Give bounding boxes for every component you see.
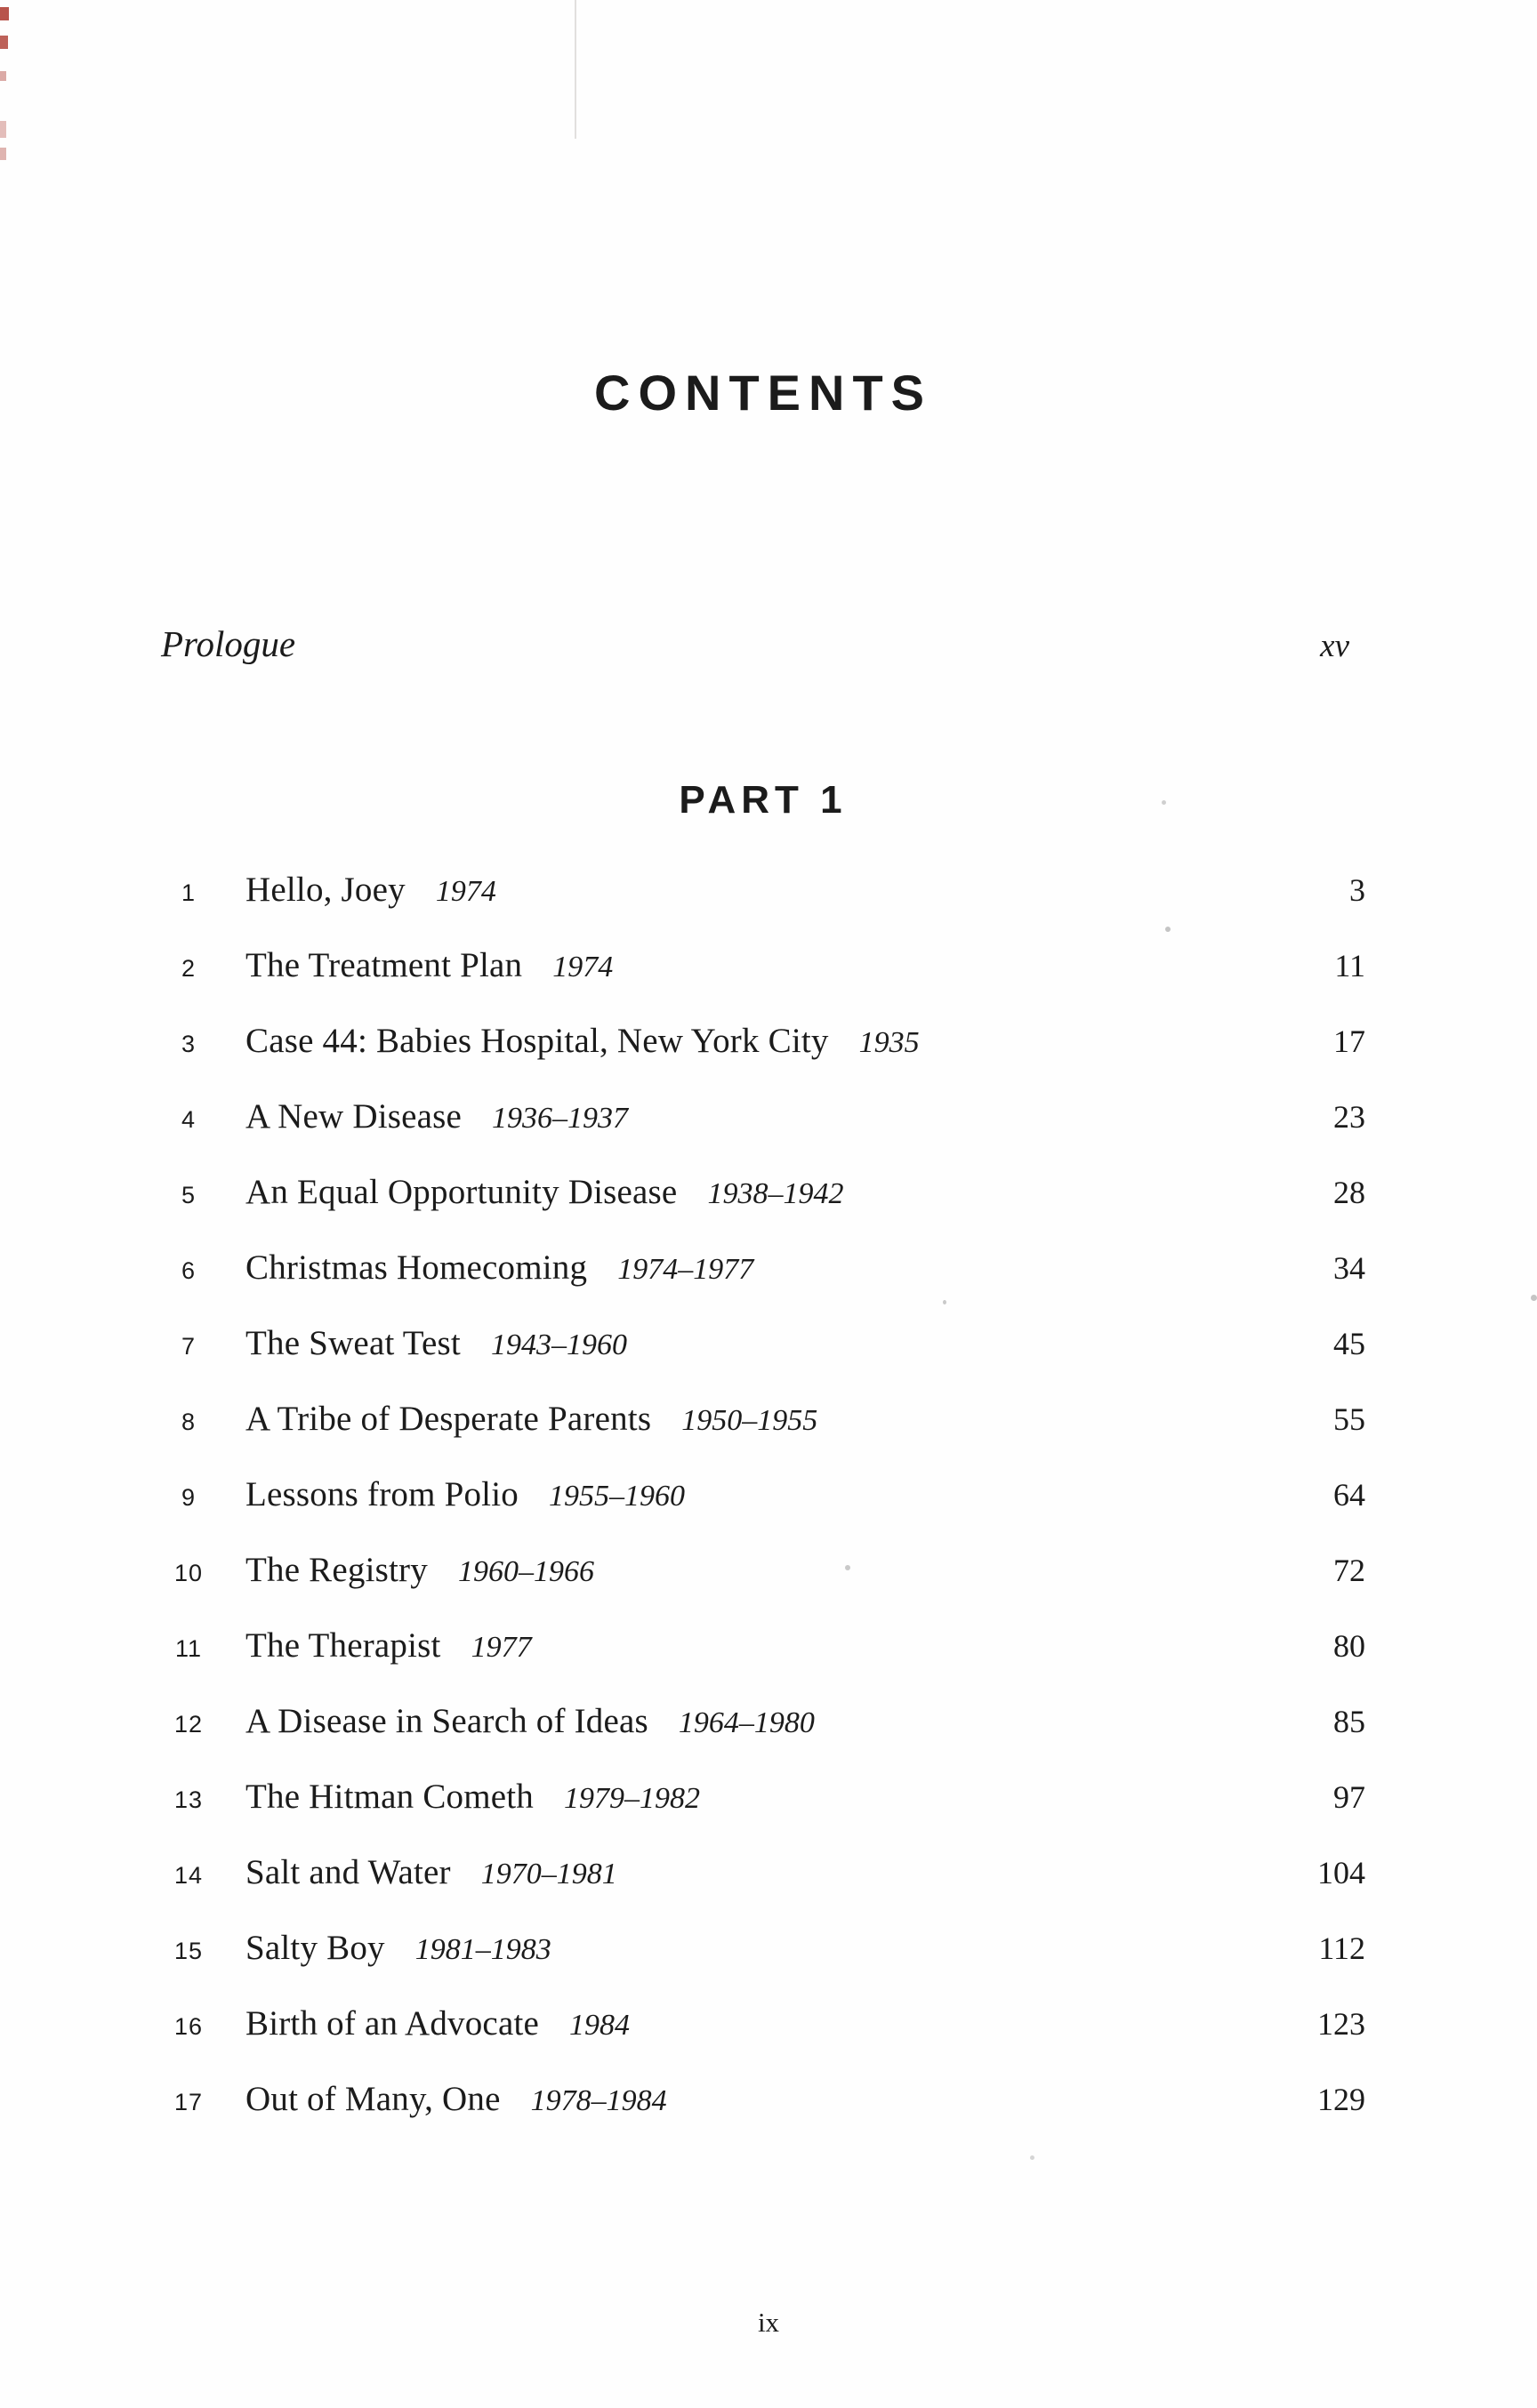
chapter-title: Salty Boy <box>245 1929 385 1967</box>
toc-row <box>161 945 1365 1021</box>
chapter-page-number: 123 <box>1317 2006 1365 2042</box>
chapter-page-number: 3 <box>1349 872 1365 908</box>
toc-row <box>161 1172 1365 1248</box>
chapter-number: 12 <box>173 1711 204 1738</box>
chapter-number: 14 <box>173 1862 204 1889</box>
chapter-page-number: 11 <box>1334 948 1365 983</box>
page-edge-red-mark <box>0 7 9 20</box>
chapter-number: 7 <box>181 1333 197 1360</box>
page-edge-red-mark <box>0 148 6 160</box>
chapter-page-number: 112 <box>1318 1930 1365 1966</box>
chapter-number: 17 <box>173 2089 204 2115</box>
chapter-number: 1 <box>181 879 197 906</box>
chapter-dates: 1936–1937 <box>492 1102 629 1135</box>
chapter-number: 2 <box>181 955 197 982</box>
folio-page-number: ix <box>757 2307 780 2338</box>
chapter-number: 11 <box>174 1635 203 1662</box>
chapter-page-number: 97 <box>1333 1779 1365 1815</box>
chapter-dates: 1977 <box>471 1631 532 1664</box>
chapter-dates: 1964–1980 <box>678 1706 815 1739</box>
chapter-title: Out of Many, One <box>245 2080 501 2118</box>
chapter-page-number: 72 <box>1333 1553 1365 1588</box>
chapter-title: The Registry <box>245 1551 428 1589</box>
toc-row <box>161 1399 1365 1474</box>
chapter-page-number: 55 <box>1333 1401 1365 1437</box>
toc-page <box>161 0 1365 2408</box>
chapter-number: 6 <box>181 1257 197 1284</box>
chapter-title: Case 44: Babies Hospital, New York City <box>245 1022 829 1060</box>
chapter-number: 13 <box>173 1786 204 1813</box>
chapter-dates: 1935 <box>858 1026 920 1059</box>
prologue-label: Prologue <box>161 623 296 664</box>
chapter-title: A New Disease <box>245 1097 463 1136</box>
toc-row <box>161 870 1365 945</box>
chapter-list <box>161 870 1365 2155</box>
chapter-dates: 1970–1981 <box>480 1858 617 1890</box>
chapter-dates: 1950–1955 <box>681 1404 818 1437</box>
chapter-page-number: 104 <box>1317 1855 1365 1890</box>
toc-row <box>161 1474 1365 1550</box>
chapter-title: The Hitman Cometh <box>245 1778 535 1816</box>
chapter-number: 16 <box>173 2013 204 2040</box>
chapter-dates: 1974–1977 <box>617 1253 754 1286</box>
toc-row <box>161 1323 1365 1399</box>
part-heading: PART 1 <box>679 778 848 822</box>
chapter-title: A Tribe of Desperate Parents <box>245 1400 652 1438</box>
chapter-title: A Disease in Search of Ideas <box>245 1702 648 1740</box>
chapter-number: 5 <box>181 1182 197 1208</box>
page-title: CONTENTS <box>594 365 932 421</box>
toc-row <box>161 1096 1365 1172</box>
chapter-title: The Sweat Test <box>245 1324 461 1362</box>
chapter-dates: 1938–1942 <box>707 1177 844 1210</box>
chapter-page-number: 28 <box>1333 1175 1365 1210</box>
chapter-title: Christmas Homecoming <box>245 1248 588 1287</box>
chapter-number: 8 <box>181 1409 197 1435</box>
toc-row <box>161 1852 1365 1928</box>
toc-row <box>161 1625 1365 1701</box>
page-edge-red-mark <box>0 71 6 81</box>
chapter-dates: 1978–1984 <box>530 2084 667 2117</box>
chapter-page-number: 80 <box>1333 1628 1365 1664</box>
scan-speck <box>1531 1295 1537 1301</box>
chapter-dates: 1984 <box>569 2009 630 2042</box>
toc-row <box>161 1928 1365 2003</box>
chapter-title: The Therapist <box>245 1626 441 1665</box>
chapter-dates: 1955–1960 <box>548 1480 685 1513</box>
chapter-title: Birth of an Advocate <box>245 2004 539 2043</box>
page-edge-red-mark <box>0 121 6 138</box>
chapter-number: 3 <box>181 1031 197 1057</box>
chapter-dates: 1974 <box>435 875 496 908</box>
toc-row <box>161 2003 1365 2079</box>
toc-row <box>161 1777 1365 1852</box>
chapter-page-number: 129 <box>1317 2082 1365 2117</box>
chapter-number: 9 <box>181 1484 197 1511</box>
chapter-title: Lessons from Polio <box>245 1475 519 1513</box>
chapter-number: 4 <box>181 1106 197 1133</box>
chapter-dates: 1981–1983 <box>414 1933 551 1966</box>
prologue-page-number: xv <box>1320 628 1349 664</box>
chapter-number: 15 <box>173 1938 204 1964</box>
prologue-row <box>161 622 1349 665</box>
chapter-title: The Treatment Plan <box>245 946 523 984</box>
chapter-number: 10 <box>173 1560 204 1586</box>
chapter-title: Salt and Water <box>245 1853 451 1891</box>
chapter-title: An Equal Opportunity Disease <box>245 1173 678 1211</box>
toc-row <box>161 2079 1365 2155</box>
chapter-page-number: 23 <box>1333 1099 1365 1135</box>
chapter-dates: 1979–1982 <box>564 1782 701 1815</box>
toc-row <box>161 1248 1365 1323</box>
toc-row <box>161 1701 1365 1777</box>
chapter-dates: 1974 <box>552 951 614 983</box>
toc-row <box>161 1021 1365 1096</box>
chapter-title: Hello, Joey <box>245 871 406 909</box>
chapter-page-number: 85 <box>1333 1704 1365 1739</box>
toc-row <box>161 1550 1365 1625</box>
chapter-dates: 1943–1960 <box>490 1328 627 1361</box>
chapter-dates: 1960–1966 <box>457 1555 594 1588</box>
page-edge-red-mark <box>0 36 8 49</box>
chapter-page-number: 34 <box>1333 1250 1365 1286</box>
chapter-page-number: 45 <box>1333 1326 1365 1361</box>
chapter-page-number: 17 <box>1333 1023 1365 1059</box>
chapter-page-number: 64 <box>1333 1477 1365 1513</box>
